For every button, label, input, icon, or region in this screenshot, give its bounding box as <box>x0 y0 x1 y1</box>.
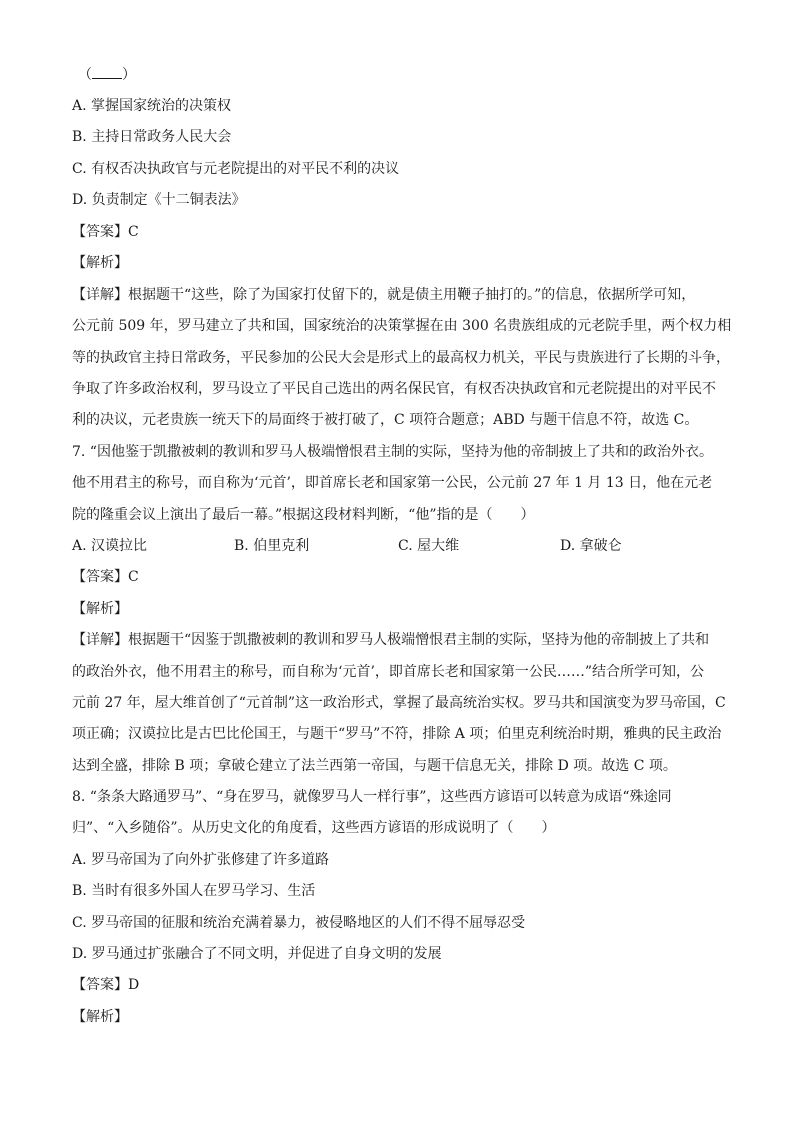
open-paren: （ <box>78 67 92 83</box>
q7-detail-line: 【详解】根据题干“因鉴于凯撒被刺的教训和罗马人极端憎恨君主制的实际，坚持为他的帝制披上了共和 <box>72 632 710 648</box>
q6-detail-line: 争取了许多政治权利，罗马设立了平民自己选出的两名保民官，有权否决执政官和元老院提出的对平民不 <box>72 381 716 397</box>
q6-detail-line: 等的执政官主持日常政务，平民参加的公民大会是形式上的最高权力机关，平民与贵族进行了长期的斗争， <box>72 350 730 366</box>
q6-detail-line: 利的决议，元老贵族一统天下的局面终于被打破了，C 项符合题意；ABD 与题干信息不符，故选 C。 <box>72 412 699 428</box>
q7-detail-line: 项正确；汉谟拉比是古巴比伦国王，与题干“罗马”不符，排除 A 项；伯里克利统治时期，雅典的民主政治 <box>72 726 722 742</box>
q6-analysis-heading: 【解析】 <box>72 255 128 271</box>
q7-option-b: B. 伯里克利 <box>234 538 310 554</box>
q6-detail-line: 【详解】根据题干“这些，除了为国家打仗留下的，就是债主用鞭子抽打的。”的信息，依据所学可知， <box>72 287 696 303</box>
q7-stem-line: 院的隆重会议上演出了最后一幕。”根据这段材料判断，“他”指的是（ ） <box>72 507 535 523</box>
q6-option-a: A. 掌握国家统治的决策权 <box>72 98 232 114</box>
q8-stem-line: 8. “条条大路通罗马”、“身在罗马，就像罗马人一样行事”，这些西方谚语可以转意为成语“殊途同 <box>72 789 672 805</box>
q7-detail-line: 元前 27 年，屋大维首创了“元首制”这一政治形式，掌握了最高统治实权。罗马共和国演变为罗马帝国，C <box>72 695 726 711</box>
q8-stem-line: 归”、“入乡随俗”。从历史文化的角度看，这些西方谚语的形成说明了（ ） <box>72 820 556 836</box>
q8-answer: 【答案】D <box>72 977 140 993</box>
q6-option-d: D. 负责制定《十二铜表法》 <box>72 192 246 208</box>
q7-option-c: C. 屋大维 <box>398 538 460 554</box>
q7-stem-line: 7. “因他鉴于凯撒被刺的教训和罗马人极端憎恨君主制的实际，坚持为他的帝制披上了共和的政治外衣。 <box>72 444 713 460</box>
q8-option-b: B. 当时有很多外国人在罗马学习、生活 <box>72 883 316 899</box>
q6-option-c: C. 有权否决执政官与元老院提出的对平民不利的决议 <box>72 161 400 177</box>
q7-stem-line: 他不用君主的称号，而自称为‘元首’，即首席长老和国家第一公民，公元前 27 年 1 月 13 日，他在元老 <box>72 475 713 491</box>
q6-detail-line: 公元前 509 年，罗马建立了共和国，国家统治的决策掌握在由 300 名贵族组成的元老院手里，两个权力相 <box>72 318 732 334</box>
q7-analysis-heading: 【解析】 <box>72 601 128 617</box>
close-paren: ） <box>122 67 136 83</box>
q8-option-d: D. 罗马通过扩张融合了不同文明，并促进了自身文明的发展 <box>72 946 442 962</box>
answer-blank <box>92 64 122 79</box>
q6-option-b: B. 主持日常政务人民大会 <box>72 129 232 145</box>
q7-detail-line: 的政治外衣，他不用君主的称号，而自称为‘元首’，即首席长老和国家第一公民……”结合所学可知，公 <box>72 664 705 680</box>
question-6-blank <box>78 64 136 84</box>
q7-option-a: A. 汉谟拉比 <box>72 538 148 554</box>
q7-answer: 【答案】C <box>72 569 139 585</box>
q8-option-a: A. 罗马帝国为了向外扩张修建了许多道路 <box>72 852 330 868</box>
q7-detail-line: 达到全盛，排除 B 项；拿破仑建立了法兰西第一帝国，与题干信息无关，排除 D 项。故选 C 项。 <box>72 758 677 774</box>
q7-options-row <box>72 536 712 556</box>
q8-option-c: C. 罗马帝国的征服和统治充满着暴力，被侵略地区的人们不得不屈辱忍受 <box>72 915 526 931</box>
q6-answer: 【答案】C <box>72 224 139 240</box>
q8-analysis-heading: 【解析】 <box>72 1009 128 1025</box>
q7-option-d: D. 拿破仑 <box>560 538 622 554</box>
